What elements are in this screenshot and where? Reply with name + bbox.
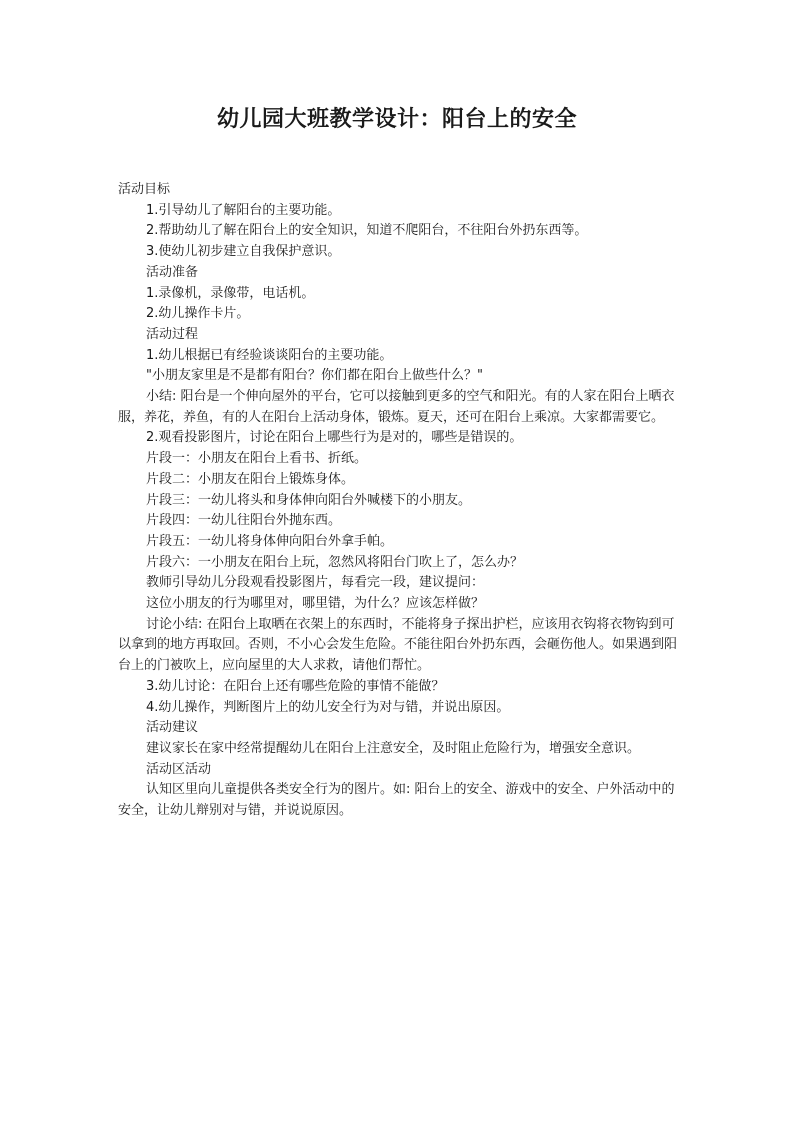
paragraph: 3.使幼儿初步建立自我保护意识。 [146,244,341,260]
paragraph: 2.幼儿操作卡片。 [146,306,250,322]
paragraph: 1.幼儿根据已有经验谈谈阳台的主要功能。 [146,347,393,363]
paragraph: 1.引导幼儿了解阳台的主要功能。 [146,202,341,218]
document-title: 幼儿园大班教学设计：阳台上的安全 [216,107,577,132]
paragraph: 3.幼儿讨论：在阳台上还有哪些危险的事情不能做？ [146,678,445,694]
paragraph: 小结: 阳台是一个伸向屋外的平台，它可以接触到更多的空气和阳光。有的人家在阳台上晒衣服，养花，养鱼，有的人在阳台上活动身体，锻炼。夏天，还可在阳台上乘凉。大家都需要它。 [118,389,675,425]
paragraph: 片段二：小朋友在阳台上锻炼身体。 [146,471,355,487]
paragraph: 片段六：一小朋友在阳台上玩，忽然风将阳台门吹上了，怎么办？ [146,554,524,570]
section-heading-goals: 活动目标 [118,182,171,197]
paragraph: 2.观看投影图片，讨论在阳台上哪些行为是对的，哪些是错误的。 [146,430,523,446]
paragraph: 片段四：一幼儿往阳台外抛东西。 [146,513,342,529]
paragraph: 这位小朋友的行为哪里对，哪里错，为什么？应该怎样做？ [146,596,485,612]
paragraph: 建议家长在家中经常提醒幼儿在阳台上注意安全，及时阻止危险行为，增强安全意识。 [146,740,641,756]
section-heading-suggestions: 活动建议 [146,720,199,736]
section-heading-process: 活动过程 [146,326,199,342]
paragraph: 1.录像机，录像带，电话机。 [146,285,315,301]
section-heading-preparation: 活动准备 [146,264,199,280]
paragraph: 认知区里向儿童提供各类安全行为的图片。如: 阳台上的安全、游戏中的安全、户外活动中的安全，让幼儿辩别对与错，并说说原因。 [118,782,675,819]
paragraph: 教师引导幼儿分段观看投影图片，每看完一段，建议提问： [146,575,485,591]
paragraph: 片段一：小朋友在阳台上看书、折纸。 [146,451,368,467]
paragraph: 讨论小结: 在阳台上取晒在衣架上的东西时，不能将身子探出护栏，应该用衣钩将衣物钩到可以拿到的地方再取回。否则，不小心会发生危险。不能往阳台外扔东西，会砸伤他人。如果遇到阳台上的门被吹上，应向屋里的大人求救，请他们帮忙。 [118,616,678,674]
paragraph: "小朋友家里是不是都有阳台？你们都在阳台上做些什么？" [146,368,483,384]
paragraph: 片段五：一幼儿将身体伸向阳台外拿手帕。 [146,533,394,549]
paragraph: 2.帮助幼儿了解在阳台上的安全知识，知道不爬阳台，不往阳台外扔东西等。 [146,223,588,239]
paragraph: 片段三：一幼儿将头和身体伸向阳台外喊楼下的小朋友。 [146,492,472,508]
section-heading-area-activity: 活动区活动 [146,761,212,777]
paragraph: 4.幼儿操作，判断图片上的幼儿安全行为对与错，并说出原因。 [146,699,510,715]
document-body [118,180,678,822]
